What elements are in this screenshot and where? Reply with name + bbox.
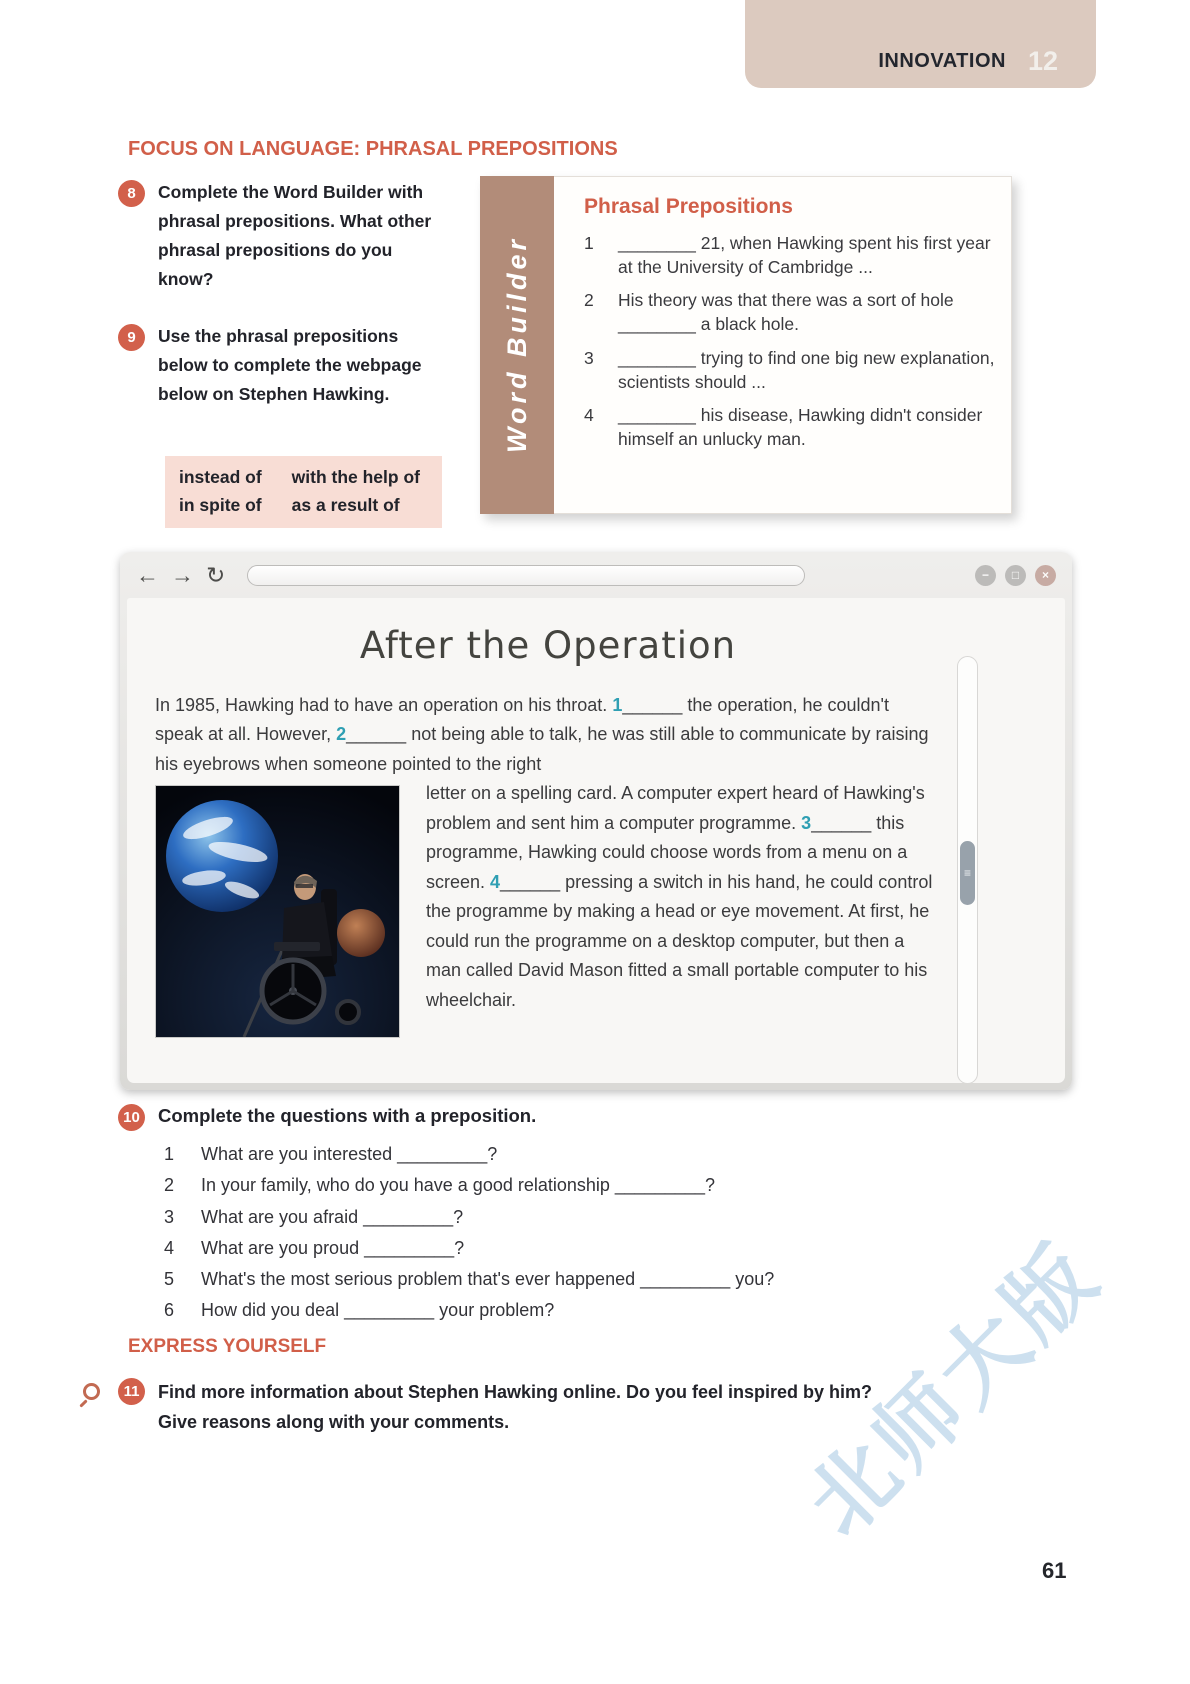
hawking-photo <box>155 785 400 1038</box>
unit-label: INNOVATION <box>878 50 1006 72</box>
item-number: 2 <box>584 290 594 311</box>
item-number: 1 <box>584 233 594 253</box>
browser-chrome <box>120 552 1072 598</box>
exercise-8 <box>118 178 438 294</box>
question-text: How did you deal _________ your problem? <box>201 1300 555 1321</box>
blank-2-number: 2 <box>336 724 347 745</box>
publisher-watermark: 北师大版 <box>789 1225 1118 1554</box>
question-item <box>164 1267 774 1291</box>
scrollbar-thumb[interactable] <box>960 841 975 905</box>
question-item <box>164 1298 774 1322</box>
item-text: ________ 21, when Hawking spent his first year at the University of Cambridge ... <box>618 233 991 278</box>
word-builder-side-strip <box>480 176 554 514</box>
exercise-8-number-badge: 8 <box>118 180 145 207</box>
word-bank-option: in spite of <box>179 495 262 515</box>
page-number: 61 <box>1042 1558 1067 1583</box>
hawking-photo-illustration <box>156 786 399 1037</box>
paragraph-text: the operation, he couldn't speak at all. However, <box>155 694 889 745</box>
paragraph-text: pressing a switch in his hand, he could control the programme by making a head or eye movement. At first, he could run the programme on a desktop computer, but then a man called David Mason fitted a small portable computer to his wheelchair. <box>426 871 933 1010</box>
question-number: 6 <box>164 1300 175 1321</box>
word-bank-option: as a result of <box>291 495 400 515</box>
section-heading: FOCUS ON LANGUAGE: PHRASAL PREPOSITIONS <box>128 138 618 160</box>
blank-2-line: ______ <box>346 724 407 745</box>
webpage-content <box>127 598 1065 1083</box>
search-online-icon <box>83 1383 100 1400</box>
item-number: 4 <box>584 404 594 425</box>
question-number: 3 <box>164 1206 175 1227</box>
item-text: His theory was that there was a sort of hole ________ a black hole. <box>618 290 954 335</box>
question-number: 5 <box>164 1269 175 1290</box>
exercise-11-instructions <box>158 1378 1018 1437</box>
blank-3-number: 3 <box>801 812 812 833</box>
question-text: What are you afraid _________? <box>201 1206 464 1227</box>
blank-1-number: 1 <box>612 694 623 715</box>
word-builder-body <box>554 176 1012 514</box>
scrollbar-track[interactable] <box>957 656 978 1083</box>
word-builder-panel <box>480 176 1012 514</box>
close-button[interactable]: × <box>1035 565 1056 586</box>
exercise-11-line2: Give reasons along with your comments. <box>158 1411 510 1432</box>
paragraph-text: In 1985, Hawking had to have an operation on his throat. <box>155 694 613 715</box>
preposition-word-bank <box>165 456 442 528</box>
question-number: 1 <box>164 1144 175 1164</box>
question-text: What are you proud _________? <box>201 1237 465 1258</box>
unit-header-tab <box>745 0 1096 88</box>
webpage-paragraph <box>155 779 941 1015</box>
paragraph-text: this programme, Hawking could choose words from a menu on a screen. <box>426 812 908 892</box>
item-text: ________ trying to find one big new explanation, scientists should ... <box>618 347 995 392</box>
maximize-button[interactable]: □ <box>1005 565 1026 586</box>
word-bank-option: with the help of <box>291 467 420 487</box>
forward-icon[interactable]: → <box>171 561 194 588</box>
address-bar[interactable] <box>247 565 805 586</box>
window-controls <box>975 565 1056 586</box>
question-item <box>164 1205 774 1229</box>
blank-3-line: ______ <box>811 812 872 833</box>
question-item <box>164 1173 774 1197</box>
exercise-10-instructions: Complete the questions with a preposition. <box>158 1105 537 1126</box>
blank-4-line: ______ <box>500 871 561 892</box>
back-icon[interactable]: ← <box>136 561 159 588</box>
word-builder-item <box>584 288 995 336</box>
exercise-10 <box>118 1102 536 1131</box>
exercise-10-number-badge: 10 <box>118 1104 145 1131</box>
blank-1-line: ______ <box>622 694 683 715</box>
question-item <box>164 1142 774 1166</box>
question-item <box>164 1236 774 1260</box>
paragraph-text: letter on a spelling card. A computer expert heard of Hawking's problem and sent him a computer programme. <box>426 783 925 833</box>
webpage-title: After the Operation <box>359 624 737 667</box>
minimize-button[interactable]: − <box>975 565 996 586</box>
word-builder-item <box>584 346 995 394</box>
word-builder-title: Phrasal Prepositions <box>584 195 793 218</box>
item-text: ________ his disease, Hawking didn't consider himself an unlucky man. <box>618 404 983 449</box>
question-text: In your family, who do you have a good relationship _________? <box>201 1175 716 1196</box>
question-text: What are you interested _________? <box>201 1144 498 1164</box>
webpage-text-column <box>155 616 941 1015</box>
paragraph-text: not being able to talk, he was still able to communicate by raising his eyebrows when someone pointed to the right <box>155 724 929 774</box>
question-text: What's the most serious problem that's ever happened _________ you? <box>201 1269 775 1290</box>
exercise-9-instructions: Use the phrasal prepositions below to complete the webpage below on Stephen Hawking. <box>158 326 422 405</box>
question-number: 2 <box>164 1175 175 1196</box>
exercise-11-number-badge: 11 <box>118 1378 145 1405</box>
exercise-11-line1: Find more information about Stephen Hawking online. Do you feel inspired by him? <box>158 1382 873 1402</box>
word-bank-option: instead of <box>179 467 262 487</box>
word-builder-side-label: Word Builder <box>501 236 532 454</box>
question-number: 4 <box>164 1237 175 1258</box>
item-number: 3 <box>584 347 594 368</box>
express-yourself-heading: EXPRESS YOURSELF <box>128 1336 327 1357</box>
scrollbar-grip-icon: ≡ <box>963 866 971 880</box>
webpage-paragraph <box>155 691 941 780</box>
word-builder-item <box>584 231 995 279</box>
refresh-icon[interactable]: ↻ <box>206 561 226 588</box>
exercise-9 <box>118 322 450 409</box>
exercise-9-number-badge: 9 <box>118 324 145 351</box>
word-builder-item <box>584 403 995 451</box>
exercise-11 <box>118 1376 1018 1437</box>
exercise-10-questions <box>164 1142 774 1330</box>
exercise-8-instructions: Complete the Word Builder with phrasal prepositions. What other phrasal prepositions do you know? <box>158 182 432 290</box>
browser-window <box>120 552 1072 1090</box>
blank-4-number: 4 <box>490 871 501 892</box>
unit-number: 12 <box>1027 46 1058 77</box>
